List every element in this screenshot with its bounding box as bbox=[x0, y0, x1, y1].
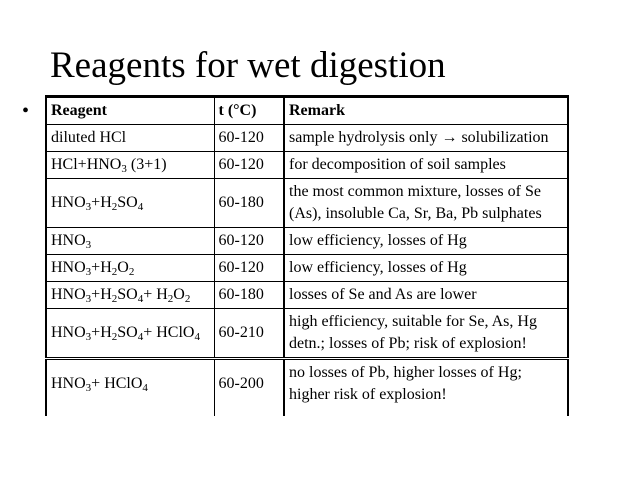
cell-remark bbox=[284, 152, 568, 179]
table-header-row bbox=[46, 97, 568, 125]
subscript: 3 bbox=[85, 201, 92, 213]
subscript: 3 bbox=[85, 293, 92, 305]
remark-line: higher risk of explosion! bbox=[289, 386, 447, 403]
cell-remark bbox=[284, 125, 568, 152]
table-row bbox=[46, 228, 568, 255]
cell-temperature: 60-120 bbox=[214, 228, 284, 255]
remark-line: (As), insoluble Ca, Sr, Ba, Pb sulphates bbox=[289, 205, 542, 222]
table-row bbox=[46, 179, 568, 228]
subscript: 2 bbox=[111, 266, 118, 278]
bullet-marker: • bbox=[22, 100, 30, 122]
cell-temperature: 60-120 bbox=[214, 255, 284, 282]
reagents-table bbox=[45, 95, 569, 416]
cell-temperature: 60-210 bbox=[214, 309, 284, 359]
cell-remark bbox=[284, 255, 568, 282]
cell-reagent: $HNO_3+H_2SO_4+$ HClO$_4$ bbox=[46, 309, 214, 359]
subscript: 3 bbox=[121, 163, 127, 175]
table-row bbox=[46, 125, 568, 152]
subscript: 4 bbox=[137, 293, 144, 305]
subscript: 2 bbox=[167, 293, 174, 305]
subscript: 2 bbox=[184, 293, 191, 305]
table-row bbox=[46, 255, 568, 282]
table-row bbox=[46, 309, 568, 359]
header-reagent: Reagent bbox=[46, 97, 214, 125]
remark-line: for decomposition of soil samples bbox=[289, 156, 506, 173]
cell-remark bbox=[284, 179, 568, 228]
subscript: 2 bbox=[111, 201, 118, 213]
remark-line: no losses of Pb, higher losses of Hg; bbox=[289, 364, 522, 381]
cell-temperature: 60-180 bbox=[214, 282, 284, 309]
subscript: 3 bbox=[85, 239, 92, 251]
cell-reagent: $HNO_3+H_2O_2$ bbox=[46, 255, 214, 282]
subscript: 3 bbox=[85, 382, 92, 394]
table-body bbox=[46, 125, 568, 417]
remark-line: low efficiency, losses of Hg bbox=[289, 259, 467, 276]
cell-reagent: $HNO_3+$ HClO$_4$ bbox=[46, 359, 214, 417]
subscript: 2 bbox=[111, 331, 118, 343]
remark-line: losses of Se and As are lower bbox=[289, 286, 477, 303]
remark-line: high efficiency, suitable for Se, As, Hg bbox=[289, 313, 537, 330]
cell-reagent: $HNO_3$ bbox=[46, 228, 214, 255]
remark-line: detn.; losses of Pb; risk of explosion! bbox=[289, 335, 527, 352]
table-row bbox=[46, 152, 568, 179]
remark-line: low efficiency, losses of Hg bbox=[289, 232, 467, 249]
cell-temperature: 60-120 bbox=[214, 152, 284, 179]
subscript: 4 bbox=[142, 382, 148, 394]
cell-remark bbox=[284, 309, 568, 359]
cell-reagent: diluted HCl bbox=[46, 125, 214, 152]
slide-title: Reagents for wet digestion bbox=[50, 45, 446, 86]
subscript: 2 bbox=[111, 293, 118, 305]
cell-reagent: $HNO_3+H_2SO_4+ H_2O_2$ bbox=[46, 282, 214, 309]
cell-temperature: 60-200 bbox=[214, 359, 284, 417]
subscript: 3 bbox=[85, 266, 92, 278]
table-row bbox=[46, 282, 568, 309]
cell-temperature: 60-120 bbox=[214, 125, 284, 152]
remark-line: the most common mixture, losses of Se bbox=[289, 183, 541, 200]
cell-reagent: $HCl+HNO_3$ (3+1) bbox=[46, 152, 214, 179]
cell-remark bbox=[284, 228, 568, 255]
subscript: 2 bbox=[128, 266, 135, 278]
subscript: 4 bbox=[137, 331, 144, 343]
header-temperature: t (°C) bbox=[214, 97, 284, 125]
cell-reagent: $HNO_3+H_2SO_4$ bbox=[46, 179, 214, 228]
cell-remark bbox=[284, 282, 568, 309]
header-remark: Remark bbox=[284, 97, 568, 125]
cell-temperature: 60-180 bbox=[214, 179, 284, 228]
remark-line: sample hydrolysis only → solubilization bbox=[289, 129, 549, 146]
cell-remark bbox=[284, 359, 568, 417]
subscript: 4 bbox=[194, 331, 200, 343]
subscript: 4 bbox=[137, 201, 144, 213]
subscript: 3 bbox=[85, 331, 92, 343]
table-row bbox=[46, 359, 568, 417]
